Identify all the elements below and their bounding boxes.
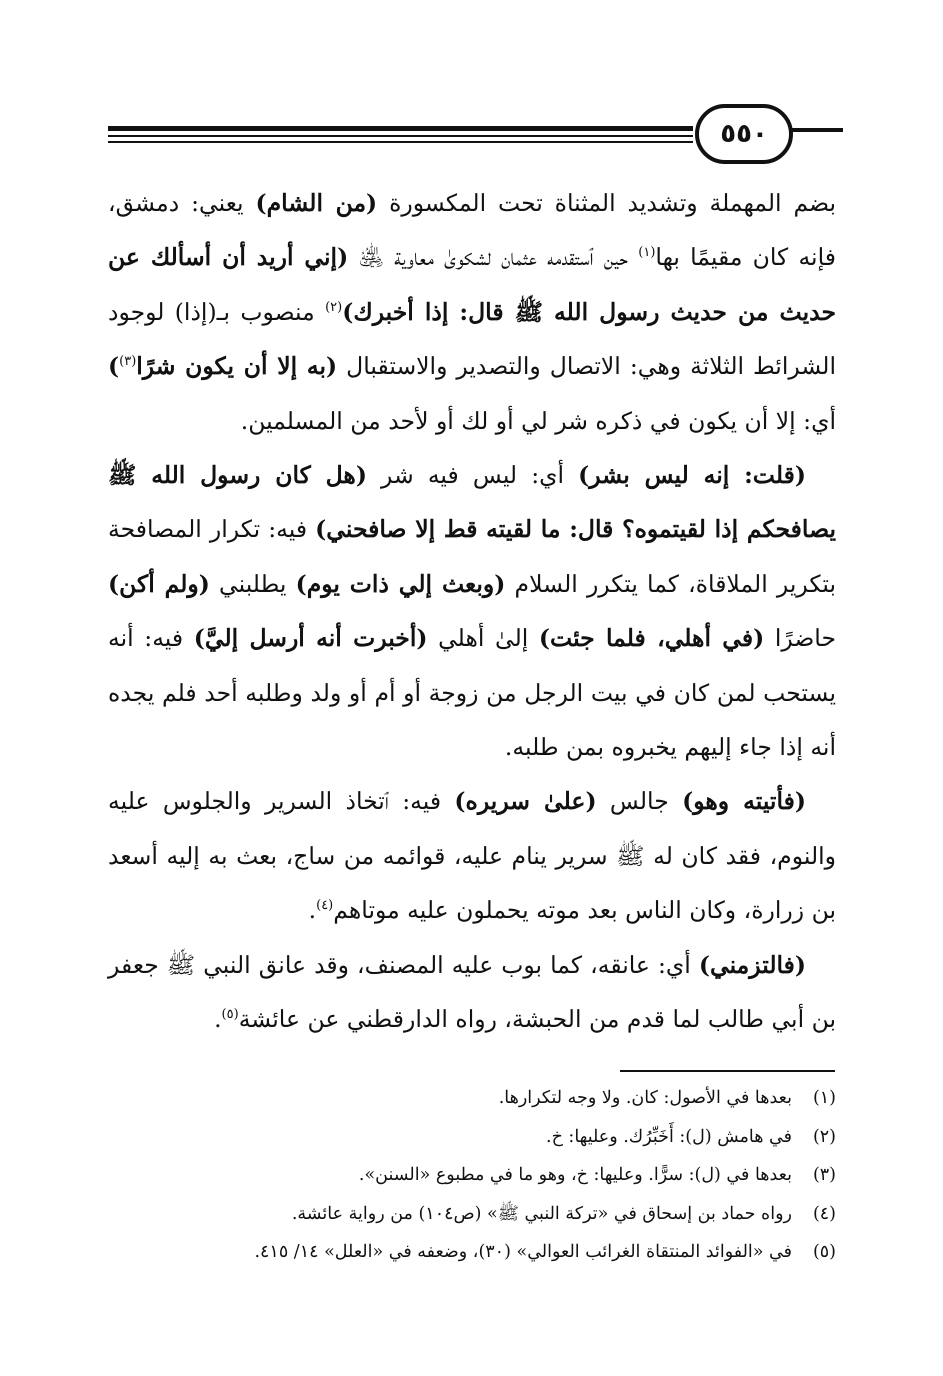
quoted-matn: (به إلا أن يكون شرًا: [136, 352, 338, 381]
paragraph-3: [108, 774, 836, 937]
footnote-number: (١): [812, 1088, 836, 1108]
text-span: جالس: [596, 787, 683, 816]
text-span: بضم المهملة وتشديد المثناة تحت المكسورة: [377, 189, 837, 217]
footnote-number: (٥): [812, 1242, 836, 1262]
footnote-ref: (٣): [119, 354, 137, 370]
footnote-text: رواه حماد بن إسحاق في «تركة النبي ﷺ» (ص١٠٤) من رواية عائشة.: [291, 1203, 792, 1224]
paragraph-4: [108, 938, 836, 1047]
text-span: فيه: ٱتخاذ السرير والجلوس عليه والنوم، فقد كان له ﷺ سرير ينام عليه، قوائمه من ساج، بعث به إليه أسعد بن زرارة، وكان الناس بعد موته يحملون عليه موتاهم: [108, 787, 836, 925]
footnote-text: في «الفوائد المنتقاة الغرائب العوالي» (٣٠)، وضعفه في «العلل» ١٤/ ٤١٥.: [254, 1242, 792, 1262]
footnote-ref: (٤): [316, 898, 334, 914]
quoted-matn: (وبعث إلي ذات يوم): [295, 569, 506, 598]
page-number-ornament: [791, 128, 843, 132]
footnote-item: [108, 1195, 836, 1234]
text-span: يطلبني: [209, 569, 296, 598]
footnote-number: (٢): [812, 1126, 836, 1147]
footnote-ref: (١): [638, 245, 656, 261]
quoted-matn: (في أهلي، فلما جئت): [538, 624, 765, 653]
text-span: حين ٱستقدمه عثمان لشكوىٰ معاوية ﵁: [348, 243, 639, 272]
footnote-item: [108, 1079, 836, 1118]
footnote-ref: (٥): [221, 1007, 239, 1023]
paragraph-1: [108, 176, 836, 448]
text-span: إلىٰ أهلي: [427, 624, 539, 653]
text-span: .: [308, 896, 317, 925]
header-rule-thin: [108, 135, 693, 137]
footnote-separator: [620, 1070, 835, 1072]
footnote-item: [108, 1118, 836, 1157]
text-span: .: [214, 1005, 222, 1034]
text-span: منصوب بـ(إذا) لوجود الشرائط الثلاثة وهي: الاتصال والتصدير والاستقبال: [108, 297, 836, 381]
quoted-matn: (إني أريد أن أسألك عن حديث من حديث رسول الله ﷺ قال: إذا أخبرك): [108, 243, 836, 326]
text-span: فيه: أنه يستحب لمن كان في بيت الرجل من زوجة أو أم أو ولد وطلبه أحد فلم يجده أنه إذا جاء إليهم يخبروه بمن طلبه.: [108, 624, 836, 762]
page-header: [108, 98, 843, 168]
quoted-matn: (ولم أكن): [108, 569, 210, 598]
quoted-matn: (فأتيته وهو): [682, 787, 806, 816]
quoted-matn: (أخبرت أنه أرسل إليَّ): [193, 624, 428, 653]
footnote-text: بعدها في (ل): سرًّا. وعليها: خ، وهو ما في مطبوع «السنن».: [358, 1165, 792, 1185]
quoted-matn: (من الشام): [255, 189, 378, 217]
header-rule-thick: [108, 126, 693, 131]
main-text: [108, 176, 836, 1047]
quoted-matn: ): [108, 352, 120, 381]
text-span: يعني: دمشق، فإنه كان مقيمًا بها: [108, 189, 836, 272]
text-span: أي: إلا أن يكون في ذكره شر لي أو لك أو لأحد من المسلمين.: [240, 406, 836, 435]
quoted-matn: (قلت: إنه ليس بشر): [578, 461, 806, 490]
paragraph-2: [108, 448, 836, 774]
footnote-text: بعدها في الأصول: كان. ولا وجه لتكرارها.: [498, 1088, 792, 1108]
footnote-number: (٣): [812, 1165, 836, 1185]
footnote-item: [108, 1156, 836, 1195]
footnote-number: (٤): [812, 1203, 836, 1224]
quoted-matn: (هل كان رسول الله ﷺ يصافحكم إذا لقيتموه؟ قال: ما لقيته قط إلا صافحني): [108, 461, 836, 544]
header-rule-thin-lower: [108, 141, 693, 143]
quoted-matn: (علىٰ سريره): [454, 787, 597, 816]
quoted-matn: (فالتزمني): [698, 950, 806, 979]
text-span: فيه: تكرار المصافحة بتكرير الملاقاة، كما يتكرر السلام: [108, 515, 836, 598]
text-span: أي: عانقه، كما بوب عليه المصنف، وقد عانق النبي ﷺ جعفر بن أبي طالب لما قدم من الحبشة، رواه الدارقطني عن عائشة: [108, 950, 836, 1034]
page-number: ٥٥٠: [695, 104, 793, 164]
footnote-item: [108, 1233, 836, 1272]
footnotes: [108, 1079, 836, 1272]
footnote-text: في هامش (ل): أَخَبِّرُك. وعليها: خ.: [546, 1126, 792, 1147]
text-span: أي: ليس فيه شر: [366, 461, 579, 490]
footnote-ref: (٢): [325, 299, 343, 315]
text-span: حاضرًا: [764, 624, 836, 653]
